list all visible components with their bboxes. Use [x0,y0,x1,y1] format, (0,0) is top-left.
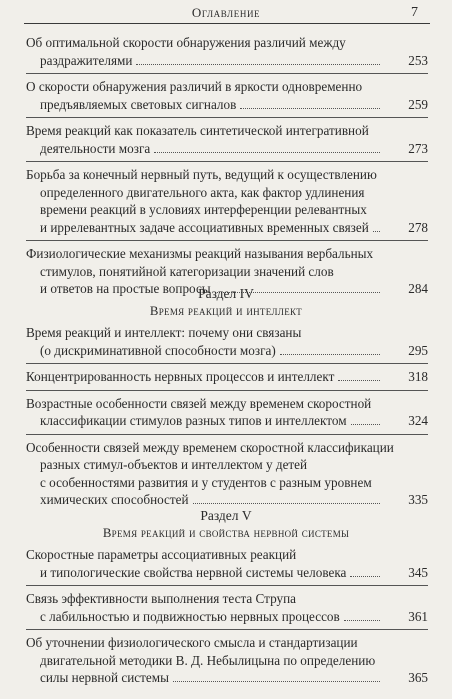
toc-entry-line [26,669,384,687]
toc-entry-page: 361 [408,608,428,624]
toc-entry-text: и иррелевантных задаче ассоциативных временных связей [40,219,369,235]
toc-entry-text: с особенностями развития и у студентов с разным уровнем [40,474,372,490]
entry-separator [26,434,428,435]
running-header [0,0,452,24]
toc-entry-text: с лабильностью и подвижностью нервных процессов [40,608,340,624]
toc-entry[interactable] [26,634,428,687]
toc-entry-page: 253 [408,52,428,68]
toc-group-3-continued [0,34,452,298]
toc-entry-line [26,564,384,582]
toc-entry-text: Особенности связей между временем скоростной классификации [26,439,394,455]
toc-entry-line [26,342,384,360]
toc-entry-page: 273 [408,140,428,156]
toc-entry-line [26,395,384,413]
toc-entry-text: Связь эффективности выполнения теста Струпа [26,591,296,606]
toc-entry-text: Возрастные особенности связей между временем скоростной [26,395,372,411]
toc-entry-text: раздражителями [40,52,133,68]
toc-entry[interactable] [26,78,428,113]
toc-entry-line [26,634,384,652]
section-5-heading [0,508,452,541]
toc-entry-page: 365 [408,670,428,685]
toc-entry-line [26,412,384,430]
toc-entry-line [26,201,384,219]
toc-entry-line [26,219,384,237]
toc-entry-text: Об уточнении физиологического смысла и стандартизации [26,635,358,650]
entry-separator [26,73,428,74]
toc-entry-text: разных стимул-объектов и интеллектом у детей [40,457,308,472]
toc-entry-line [26,122,384,140]
toc-entry-text: предъявляемых световых сигналов [40,96,237,112]
toc-entry[interactable] [26,34,428,69]
toc-entry[interactable] [26,368,428,386]
dot-leader [240,107,380,109]
toc-entry-line [26,245,384,263]
entry-separator [26,585,428,586]
toc-entry-text: Время реакций и интеллект: почему они связаны [26,325,302,340]
toc-entry-page: 345 [408,564,428,580]
toc-entry-text: силы нервной системы [40,670,169,685]
toc-group-section-5 [0,546,452,687]
toc-entry-text: классификации стимулов разных типов и интеллектом [40,413,347,428]
toc-entry-line [26,590,384,608]
section-4-title: Время реакций и интеллект [149,304,303,318]
toc-entry-page: 284 [408,281,428,296]
toc-entry-page: 295 [408,342,428,358]
toc-entry-line [26,184,384,202]
toc-entry-text: О скорости обнаружения различий в яркости одновременно [26,79,363,94]
dot-leader [173,680,380,682]
toc-entry-text: Об оптимальной скорости обнаружения различий между [26,35,346,50]
toc-entry-line [26,166,384,184]
toc-entry-text: двигательной методики В. Д. Небылицына по определению [40,652,376,668]
dot-leader [154,151,380,153]
toc-entry-line [26,263,384,281]
toc-entry-page: 259 [408,96,428,112]
dot-leader [344,619,380,621]
toc-entry[interactable] [26,166,428,236]
toc-entry-text: времени реакций в условиях интерференции релевантных [40,202,367,217]
dot-leader [136,63,380,65]
dot-leader [351,423,380,425]
dot-leader [280,353,380,355]
dot-leader [373,230,380,232]
entry-separator [26,117,428,118]
entry-separator [26,161,428,162]
toc-entry-page: 278 [408,219,428,235]
toc-entry[interactable] [26,395,428,430]
toc-entry-text: Концентрированность нервных процессов и интеллект [26,369,335,384]
toc-entry-text: определенного двигательного акта, как фактор удлинения [40,184,365,200]
toc-entry[interactable] [26,546,428,581]
dot-leader [338,379,380,381]
toc-entry-line [26,491,384,509]
toc-entry-text: стимулов, понятийной категоризации значений слов [40,263,334,279]
toc-entry-line [26,140,384,158]
section-5-title: Время реакций и свойства нервной системы [102,526,350,540]
dot-leader [193,502,380,504]
toc-entry-line [26,652,384,670]
toc-entry-page: 318 [408,369,428,384]
toc-entry-text: (о дискриминативной способности мозга) [40,342,276,358]
toc-entry-line [26,34,384,52]
toc-entry-text: и ответов на простые вопросы [40,281,211,296]
toc-entry[interactable] [26,439,428,509]
toc-entry-line [26,439,394,457]
toc-group-section-4 [0,324,452,509]
toc-entry-line [26,78,384,96]
toc-entry-line [26,546,384,564]
toc-entry[interactable] [26,122,428,157]
toc-entry-line [26,52,384,70]
toc-entry-text: Борьба за конечный нервный путь, ведущий к осуществлению [26,167,377,182]
toc-entry-text: и типологические свойства нервной системы человека [40,564,347,580]
toc-entry-page: 324 [408,413,428,428]
toc-entry-text: Физиологические механизмы реакций называния вербальных [26,246,374,261]
section-4-heading [0,286,452,319]
page-number: 7 [411,5,418,20]
toc-entry[interactable] [26,590,428,625]
toc-entry-text: деятельности мозга [40,140,151,156]
dot-leader [350,575,380,577]
toc-entry-line [26,474,384,492]
running-header-title: Оглавление [191,5,261,20]
toc-entry-line [26,96,384,114]
toc-entry[interactable] [26,324,428,359]
toc-entry-line [26,608,384,626]
entry-separator [26,240,428,241]
toc-entry-line [26,324,384,342]
entry-separator [26,390,428,391]
section-4-number: Раздел IV [198,286,254,301]
toc-entry-page: 335 [408,492,428,507]
toc-entry-line [26,368,384,386]
toc-entry-text: Скоростные параметры ассоциативных реакций [26,547,297,562]
toc-entry-line [26,456,384,474]
toc-entry-text: Время реакций как показатель синтетической интегративной [26,123,369,138]
toc-entry-text: химических способностей [40,492,189,507]
entry-separator [26,363,428,364]
header-rule [24,23,430,24]
section-5-number: Раздел V [200,508,252,523]
entry-separator [26,629,428,630]
